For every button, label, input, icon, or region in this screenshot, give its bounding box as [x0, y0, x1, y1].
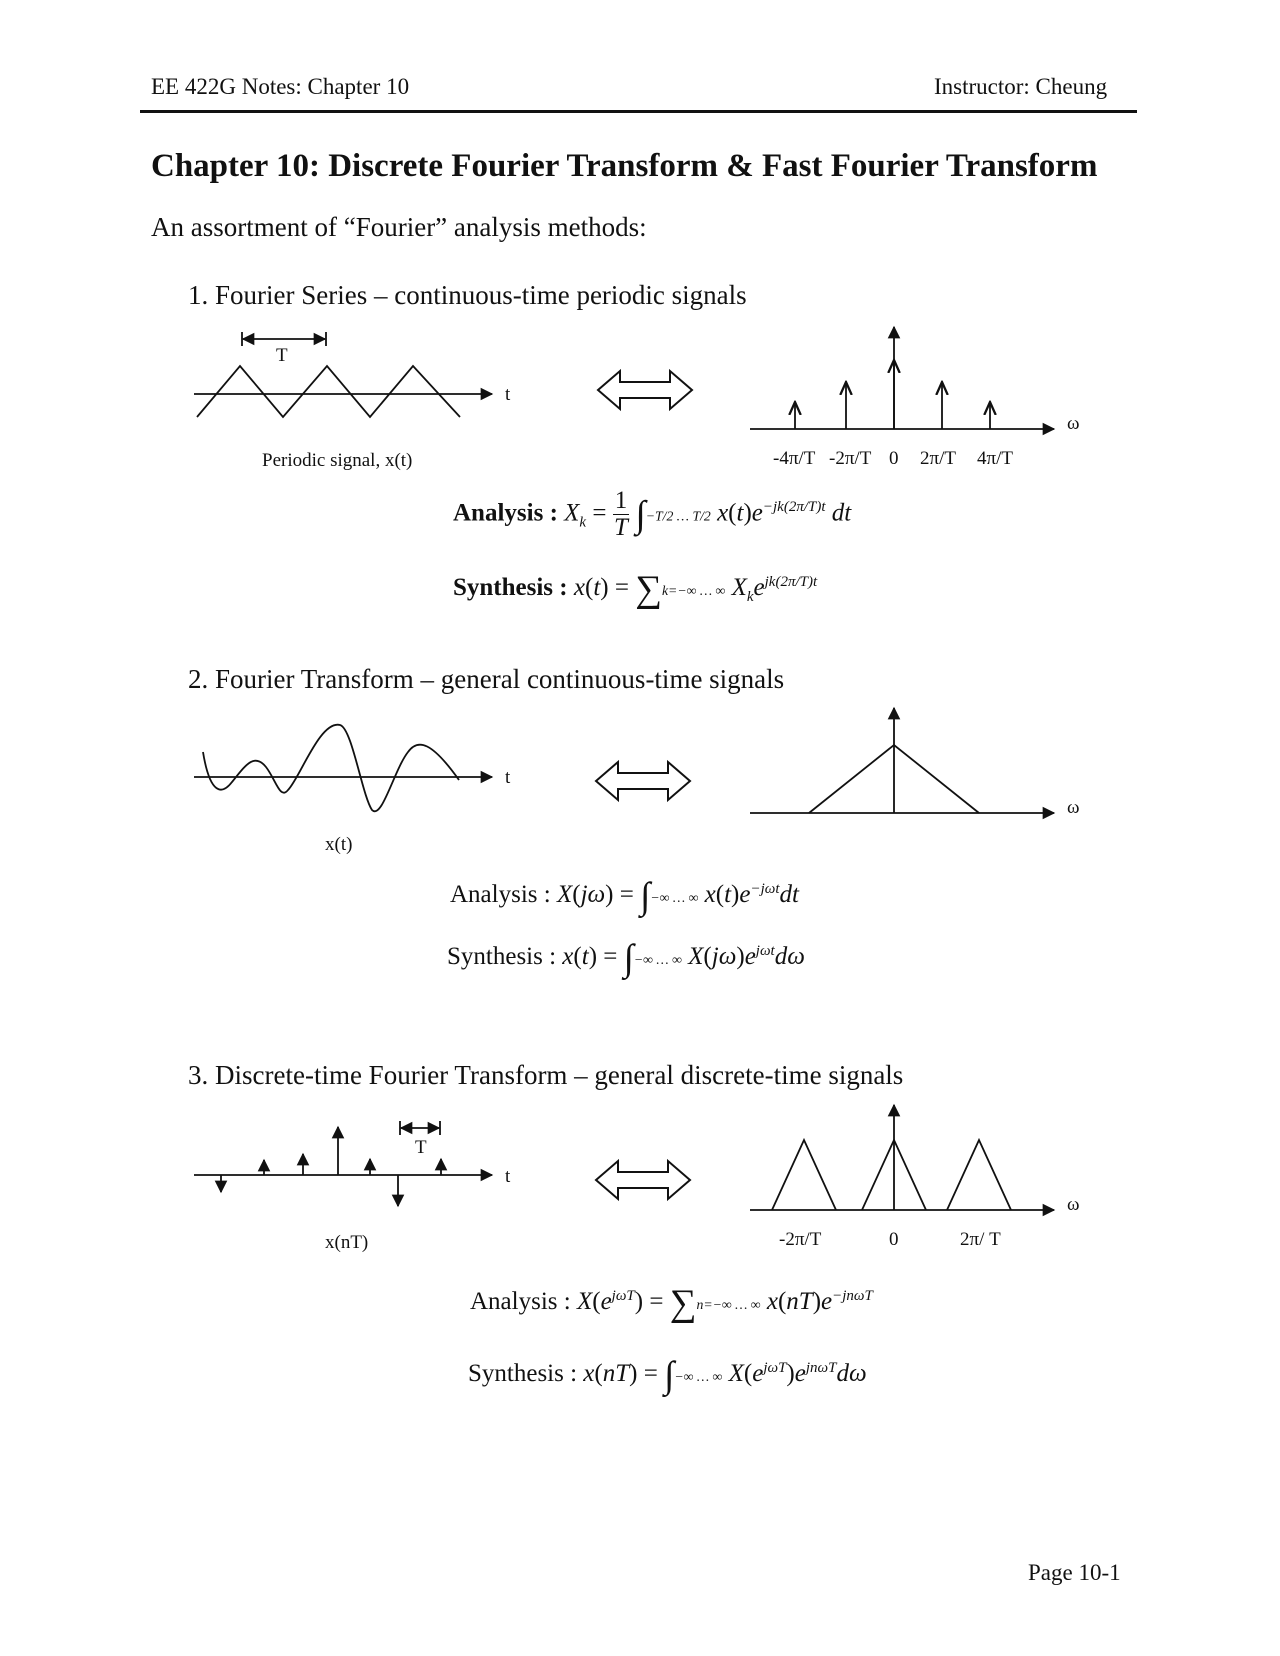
ft-analysis-equation: Analysis : X(jω) = ∫−∞ … ∞ $x(t)e^{-j\omega t}dt$ [450, 876, 799, 917]
section-3-heading: 3. Discrete-time Fourier Transform – general discrete-time signals [188, 1060, 904, 1090]
freq-tick: -2π/T [829, 448, 872, 469]
freq-tick: 2π/T [920, 448, 956, 469]
aperiodic-signal [203, 725, 459, 812]
double-arrow-icon [598, 371, 692, 409]
fourier-series-time-plot [194, 332, 492, 417]
omega-label-2: ω [1067, 797, 1080, 818]
spectral-replica [947, 1140, 1011, 1210]
page-number: Page 10-1 [1028, 1560, 1121, 1585]
fourier-series-spectrum [750, 327, 1054, 429]
spectral-replica [772, 1140, 836, 1210]
fourier-transform-time-plot [194, 725, 492, 812]
fs-synthesis-equation: Synthesis : x(t) = ∑k=−∞ … ∞ $X_ke^{jk(2\pi/T)t}$ [453, 569, 818, 610]
t-axis-label-1: t [505, 384, 511, 405]
page-title: Chapter 10: Discrete Fourier Transform & Fast Fourier Transform [151, 148, 1098, 184]
analysis-label: Analysis : [470, 1288, 571, 1316]
header-course: EE 422G Notes: Chapter 10 [151, 74, 410, 99]
intro-text: An assortment of “Fourier” analysis methods: [151, 212, 647, 242]
omega-label-3: ω [1067, 1194, 1080, 1215]
dtft-time-plot [194, 1121, 492, 1206]
freq-tick: -2π/T [779, 1229, 822, 1250]
synthesis-label: Synthesis : [468, 1360, 578, 1388]
double-arrow-icon [596, 1161, 690, 1199]
t-axis-label-3: t [505, 1166, 511, 1187]
period-label-3: T [415, 1137, 427, 1158]
section-2-heading: 2. Fourier Transform – general continuous-time signals [188, 664, 785, 694]
freq-tick: 4π/T [977, 448, 1013, 469]
analysis-label: Analysis [453, 499, 544, 527]
t-axis-label-2: t [505, 767, 511, 788]
analysis-label: Analysis : [450, 881, 551, 909]
signal-caption-3: x(nT) [325, 1232, 369, 1253]
dtft-synthesis-equation: Synthesis : x(nT) = ∫−∞ … ∞ $X(e^{j\omega T})e^{jn\omega T}d\omega$ [468, 1355, 867, 1396]
ft-synthesis-equation: Synthesis : x(t) = ∫−∞ … ∞ $X(j\omega)e^{j\omega t}d\omega$ [447, 938, 805, 979]
fs-analysis-equation: Analysis : $X_k$ = $\frac{1}{T}$ ∫−T/2 … T/2 $x(t)e^{-jk(2\pi/T)t}$ dt [453, 487, 852, 542]
fourier-transform-spectrum [750, 708, 1054, 813]
omega-label-1: ω [1067, 413, 1080, 434]
freq-tick: -4π/T [773, 448, 816, 469]
dtft-spectrum [750, 1105, 1054, 1210]
dtft-analysis-equation: Analysis : $X(e^{j\omega T}) = \sum n=-\infty$ … ∞ $x(nT)e^{-jn\omega T}$ [470, 1283, 873, 1324]
synthesis-label: Synthesis : [447, 943, 557, 971]
freq-tick: 0 [889, 448, 899, 469]
signal-caption-2: x(t) [325, 834, 353, 855]
section-1-heading: 1. Fourier Series – continuous-time periodic signals [188, 280, 747, 310]
freq-tick: 0 [889, 1229, 899, 1250]
triangle-wave [197, 366, 460, 417]
header-instructor: Instructor: Cheung [934, 74, 1108, 99]
signal-caption-1: Periodic signal, x(t) [262, 450, 413, 471]
synthesis-label: Synthesis [453, 574, 554, 602]
freq-tick: 2π/ T [960, 1229, 1001, 1250]
double-arrow-icon [596, 762, 690, 800]
period-label-1: T [276, 345, 288, 366]
